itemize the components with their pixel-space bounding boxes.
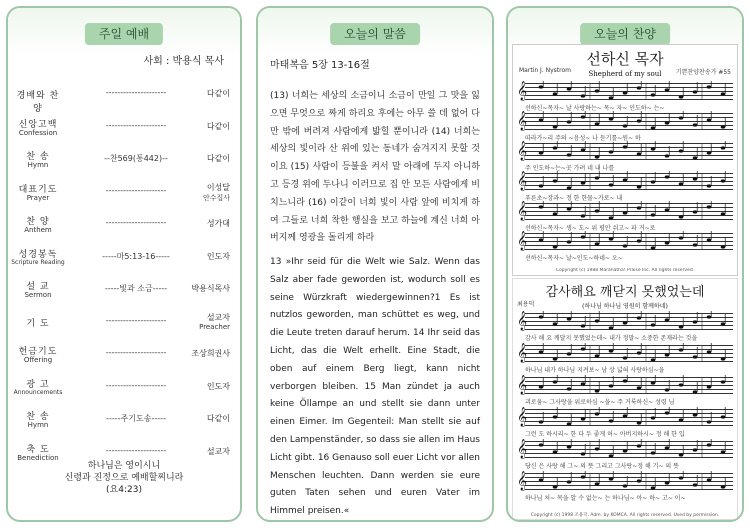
notes-icon — [535, 407, 735, 429]
korean-passage: (13) 너희는 세상의 소금이니 소금이 만일 그 맛을 잃으면 무엇으로 짜게 하리요 후에는 아무 쓸 데 없어 다만 밖에 버려져 사람에게 밟힐 뿐이니라 (14) 너희는 세상의 빛이라 산 위에 있는 동네가 숨겨지지 못할 것이요 (15) 사람이 등불을 켜서 말 아래에 두지 아니하고 등경 위에 두나니 이러므로 집 안 모든 사람에게 비치느니라 (16) 이같이 너희 빛이 사람 앞에 비치게 하여 그들로 너희 착한 행실을 보고 하늘에 계신 너희 아버지께 영광을 돌리게 하라 — [270, 91, 480, 244]
order-title-en: Sermon — [24, 291, 52, 299]
order-title-ko: 설 교 — [26, 282, 50, 292]
order-row — [16, 214, 230, 242]
order-row — [16, 117, 230, 145]
order-leader: 다같이 — [206, 154, 230, 163]
order-detail: -----빛과 소금----- — [104, 284, 168, 293]
order-title-ko: 찬 송 — [26, 412, 50, 422]
order-detail: --------------------- — [105, 218, 167, 227]
order-title-ko: 신앙고백 — [18, 119, 58, 130]
lyric-line: 당신 은 사랑 해 그~ 의 뜻 그리고 그사랑~정 해 기~ 의 뜻 — [525, 463, 679, 470]
order-detail: --------------------- — [105, 185, 167, 195]
footer-line: 신령과 진정으로 예배할찌니라 — [64, 473, 184, 483]
music-staff — [517, 313, 733, 331]
order-title-en: Confession — [18, 128, 58, 137]
order-title-en: Anthem — [24, 226, 52, 234]
song-title: 감사해요 깨닫지 못했었는데 — [545, 285, 705, 300]
order-detail: -----마5:13-16----- — [102, 251, 170, 261]
lyric-line: 감사 해 요 깨달지 못했었는데~ 내가 정말~ 소중한 존재라는 것을 — [525, 335, 698, 342]
lyric-line: 괴로움~ 그사랑을 위로하심 ~을~ 주 거룩하신~ 성령 님 — [525, 399, 675, 406]
order-title-en: Hymn — [27, 421, 49, 429]
scripture-reference: 마태복음 5장 13-16절 — [270, 60, 370, 71]
notes-icon — [535, 375, 735, 397]
order-detail: --------------------- — [105, 380, 167, 390]
order-title-en: Offering — [23, 356, 53, 364]
praise-panel — [506, 6, 744, 522]
music-staff — [517, 441, 733, 459]
song-title: 선하신 목자 — [586, 50, 664, 68]
lyric-line: 하나님 내가 하나님 지켜보~ 남 상 넓혀 사랑하심~을 — [525, 367, 665, 374]
music-staff — [517, 409, 733, 427]
footer-line: 하나님은 영이시니 — [87, 461, 161, 471]
music-staff — [517, 203, 733, 221]
panel-header — [8, 8, 240, 56]
lyric-line: 하나님 처~ 목을 알 수 없는~ 는 하나님~ 아~ 하~ 고~ 이~ — [525, 495, 686, 502]
order-title-en: Scripture Reading — [11, 258, 65, 266]
music-staff — [517, 113, 733, 131]
music-staff — [517, 473, 733, 491]
order-detail: --------------------- — [105, 348, 167, 357]
order-title-en: Hymn — [27, 161, 49, 169]
order-row — [16, 409, 230, 437]
panel-title: 주일 예배 — [85, 23, 163, 45]
order-title-ko: 광 고 — [26, 379, 50, 390]
order-row — [16, 344, 230, 372]
notes-icon — [535, 201, 735, 223]
order-title-ko: 경배와 찬양 — [16, 91, 60, 114]
scripture-panel — [256, 6, 494, 522]
treble-clef-icon: 𝄞 — [517, 141, 528, 161]
lyric-line: 그런 도 하시리~ 한 다 두 좋게 허~ 아버지하시~ 정 해 한 입 — [525, 431, 685, 438]
order-leader: 이성달 — [206, 182, 230, 192]
treble-clef-icon: 𝄞 — [517, 471, 528, 491]
treble-clef-icon: 𝄞 — [517, 343, 528, 363]
treble-clef-icon: 𝄞 — [517, 407, 528, 427]
lyric-line: 선하신~목자~ 날 사랑하는~ 목~ 자~ 인도하~ 는~ — [525, 105, 665, 112]
order-title-en: Announcements — [13, 388, 63, 396]
sheet-music-thanks — [512, 278, 738, 520]
notes-icon — [535, 141, 735, 163]
order-leader: 다같이 — [206, 121, 230, 131]
order-row — [11, 247, 230, 275]
song-composer: Martin J. Nystrom — [519, 67, 572, 74]
notes-icon — [535, 439, 735, 461]
order-detail: --------------------- — [105, 88, 167, 97]
sheet-music-shepherd — [512, 44, 738, 276]
order-title-ko: 기 도 — [26, 318, 50, 329]
order-title-en: Benediction — [17, 453, 59, 462]
order-leader: 조상희권사 — [191, 349, 230, 358]
order-detail: --------------------- — [105, 445, 167, 455]
treble-clef-icon: 𝄞 — [517, 311, 528, 331]
order-title-ko: 성경봉독 — [18, 249, 58, 260]
order-detail: --------------------- — [105, 315, 167, 325]
order-row — [16, 182, 230, 210]
copyright-line: Copyright (c) 1998 조용덕. Adm. by KOMCA. All rights reserved. Used by permission. — [530, 513, 720, 518]
song-subtitle: (하나님 하나님 영원히 함께하네) — [582, 303, 668, 310]
lyric-line: 선하신~목자~ 생~ 도~ 위 평안 쉬고~ 파 거~로 — [525, 225, 656, 232]
lyric-line: 따라가~리 주의 ~음성~ 나 듣기를~원~ 하 — [525, 135, 641, 142]
lyric-line: 주 인도하~는~곳 가려 네 내 나를 — [525, 165, 615, 172]
order-leader: 성가대 — [206, 219, 230, 228]
song-composer: 최용덕 — [517, 301, 535, 308]
order-leader: 박용식목사 — [191, 284, 230, 293]
copyright-line: Copyright (c) 1988 Maranatha! Praise Inc. All rights reserved. — [555, 268, 695, 273]
order-leader-secondary: 안수집사 — [202, 193, 230, 202]
order-detail: --찬569(통442)-- — [104, 154, 168, 163]
song-note: 기쁜찬양찬송가 #55 — [675, 69, 731, 76]
lyric-line: 푸른초~장과~ 정 한 한물~가로~ 내 — [525, 195, 623, 202]
order-leader-secondary: Preacher — [199, 322, 230, 331]
presider-line: 사회 : 박용식 목사 — [143, 56, 224, 67]
order-detail: --------------------- — [105, 120, 167, 130]
panel-header — [258, 8, 492, 56]
german-passage: 13 »Ihr seid für die Welt wie Salz. Wenn das Salz aber fade geworden ist, wodurch soll es seine Würzkraft wiedergewinnen?1 Es ist nutzlos geworden, man schüttet es weg, und die Leute treten darauf herum. 14 Ihr seid das Licht, das die Welt erhellt. Eine Stadt, die oben auf einem Berg liegt, kann nicht verborgen bleiben. 15 Man zündet ja auch keine Öllampe an und stellt sie dann unter einen Eimer. Im Gegenteil: Man stellt sie auf den Lampenständer, so dass sie allen im Haus Licht gibt. 16 Genauso soll euer Licht vor allen Menschen leuchten. Dann werden sie eure guten Taten sehen und euren Vater im Himmel preisen.« — [270, 257, 480, 517]
treble-clef-icon: 𝄞 — [517, 231, 528, 251]
panel-title: 오늘의 찬양 — [580, 23, 670, 45]
order-row — [16, 312, 230, 340]
order-detail: -----주기도송----- — [106, 414, 166, 423]
music-staff — [517, 83, 733, 101]
treble-clef-icon: 𝄞 — [517, 81, 528, 101]
notes-icon — [535, 471, 735, 493]
order-leader: 설교자 — [206, 446, 230, 456]
treble-clef-icon: 𝄞 — [517, 201, 528, 221]
music-staff — [517, 143, 733, 161]
music-staff — [517, 377, 733, 395]
order-title-ko: 헌금기도 — [18, 347, 58, 357]
order-row — [16, 84, 230, 112]
order-row — [16, 149, 230, 177]
order-leader: 다같이 — [206, 414, 230, 423]
order-title-ko: 축 도 — [26, 444, 50, 455]
order-leader: 인도자 — [206, 251, 230, 261]
notes-icon — [535, 81, 735, 103]
music-staff — [517, 233, 733, 251]
treble-clef-icon: 𝄞 — [517, 171, 528, 191]
order-leader: 설교자 — [206, 312, 230, 322]
footer-verse — [8, 460, 240, 496]
order-row — [13, 377, 230, 405]
order-row — [16, 279, 230, 307]
notes-icon — [535, 171, 735, 193]
order-title-ko: 찬 송 — [26, 152, 50, 162]
order-leader: 인도자 — [206, 381, 230, 391]
order-title-ko: 찬 양 — [26, 217, 50, 227]
music-staff — [517, 173, 733, 191]
notes-icon — [535, 343, 735, 365]
treble-clef-icon: 𝄞 — [517, 111, 528, 131]
notes-icon — [535, 111, 735, 133]
lyric-line: 선하신~목자~ 날~인도~하네~ 오~ — [525, 255, 623, 262]
worship-order-panel — [6, 6, 242, 522]
song-subtitle: Shepherd of my soul — [588, 70, 662, 78]
treble-clef-icon: 𝄞 — [517, 439, 528, 459]
footer-reference: (요4:23) — [106, 485, 142, 495]
music-staff — [517, 345, 733, 363]
order-title-en: Prayer — [26, 193, 50, 202]
notes-icon — [535, 231, 735, 253]
order-title-ko: 대표기도 — [18, 184, 58, 195]
notes-icon — [535, 311, 735, 333]
order-leader: 다같이 — [206, 89, 230, 98]
treble-clef-icon: 𝄞 — [517, 375, 528, 395]
panel-title: 오늘의 말씀 — [330, 23, 420, 45]
